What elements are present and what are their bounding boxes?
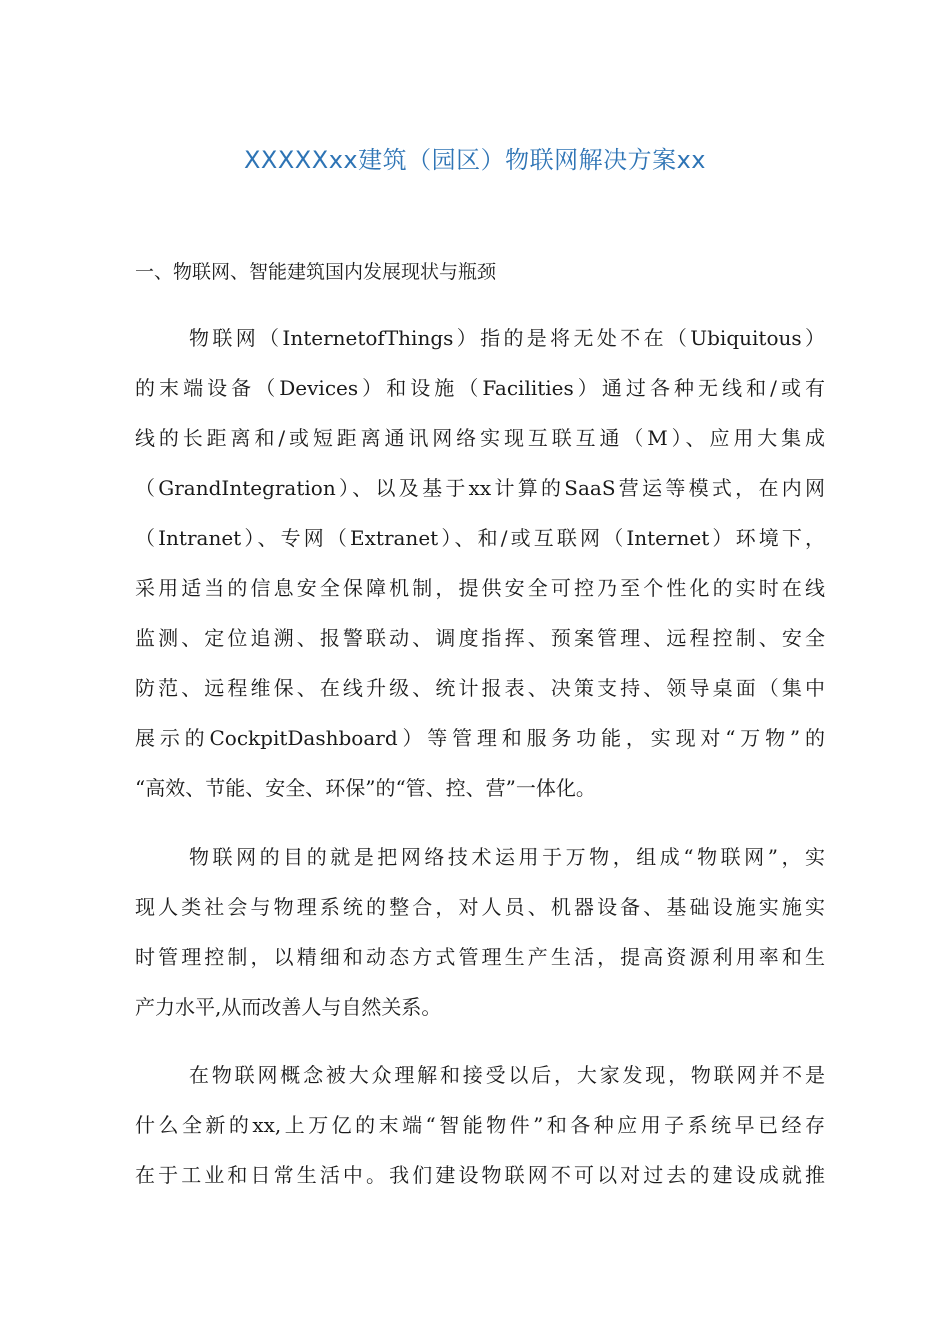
paragraph-line: 物联网（InternetofThings）指的是将无处不在（Ubiquitous） (189, 326, 825, 350)
document-title: XXXXXxx建筑（园区）物联网解决方案xx (243, 146, 707, 174)
paragraph-line: 在于工业和日常生活中。我们建设物联网不可以对过去的建设成就推 (135, 1163, 825, 1187)
paragraph-line: 监测、定位追溯、报警联动、调度指挥、预案管理、远程控制、安全 (135, 626, 825, 650)
paragraph-2 (135, 832, 825, 1032)
paragraph-line: （Intranet）、专网（Extranet）、和/或互联网（Internet）环境下， (135, 526, 825, 550)
paragraph-line: 时管理控制，以精细和动态方式管理生产生活，提高资源利用率和生 (135, 945, 825, 969)
paragraph-line: 物联网的目的就是把网络技术运用于万物，组成“物联网”，实 (189, 845, 825, 869)
paragraph-line: 现人类社会与物理系统的整合，对人员、机器设备、基础设施实施实 (135, 895, 825, 919)
paragraph-line: 在物联网概念被大众理解和接受以后，大家发现，物联网并不是 (189, 1063, 825, 1087)
paragraph-line: 产力水平,从而改善人与自然关系。 (135, 995, 442, 1019)
paragraph-line: 的末端设备（Devices）和设施（Facilities）通过各种无线和/或有 (135, 376, 825, 400)
paragraph-line: 防范、远程维保、在线升级、统计报表、决策支持、领导桌面（集中 (135, 676, 825, 700)
paragraph-1 (135, 313, 825, 813)
paragraph-3 (135, 1050, 825, 1200)
paragraph-line: “高效、节能、安全、环保”的“管、控、营”一体化。 (135, 776, 596, 800)
section-heading: 一、物联网、智能建筑国内发展现状与瓶颈 (135, 261, 497, 283)
paragraph-line: 什么全新的xx,上万亿的末端“智能物件”和各种应用子系统早已经存 (135, 1113, 825, 1137)
paragraph-line: 展示的CockpitDashboard）等管理和服务功能，实现对“万物”的 (135, 726, 825, 750)
paragraph-line: （GrandIntegration）、以及基于xx计算的SaaS营运等模式，在内网 (135, 476, 825, 500)
paragraph-line: 采用适当的信息安全保障机制，提供安全可控乃至个性化的实时在线 (135, 576, 825, 600)
paragraph-line: 线的长距离和/或短距离通讯网络实现互联互通（M）、应用大集成 (135, 426, 825, 450)
